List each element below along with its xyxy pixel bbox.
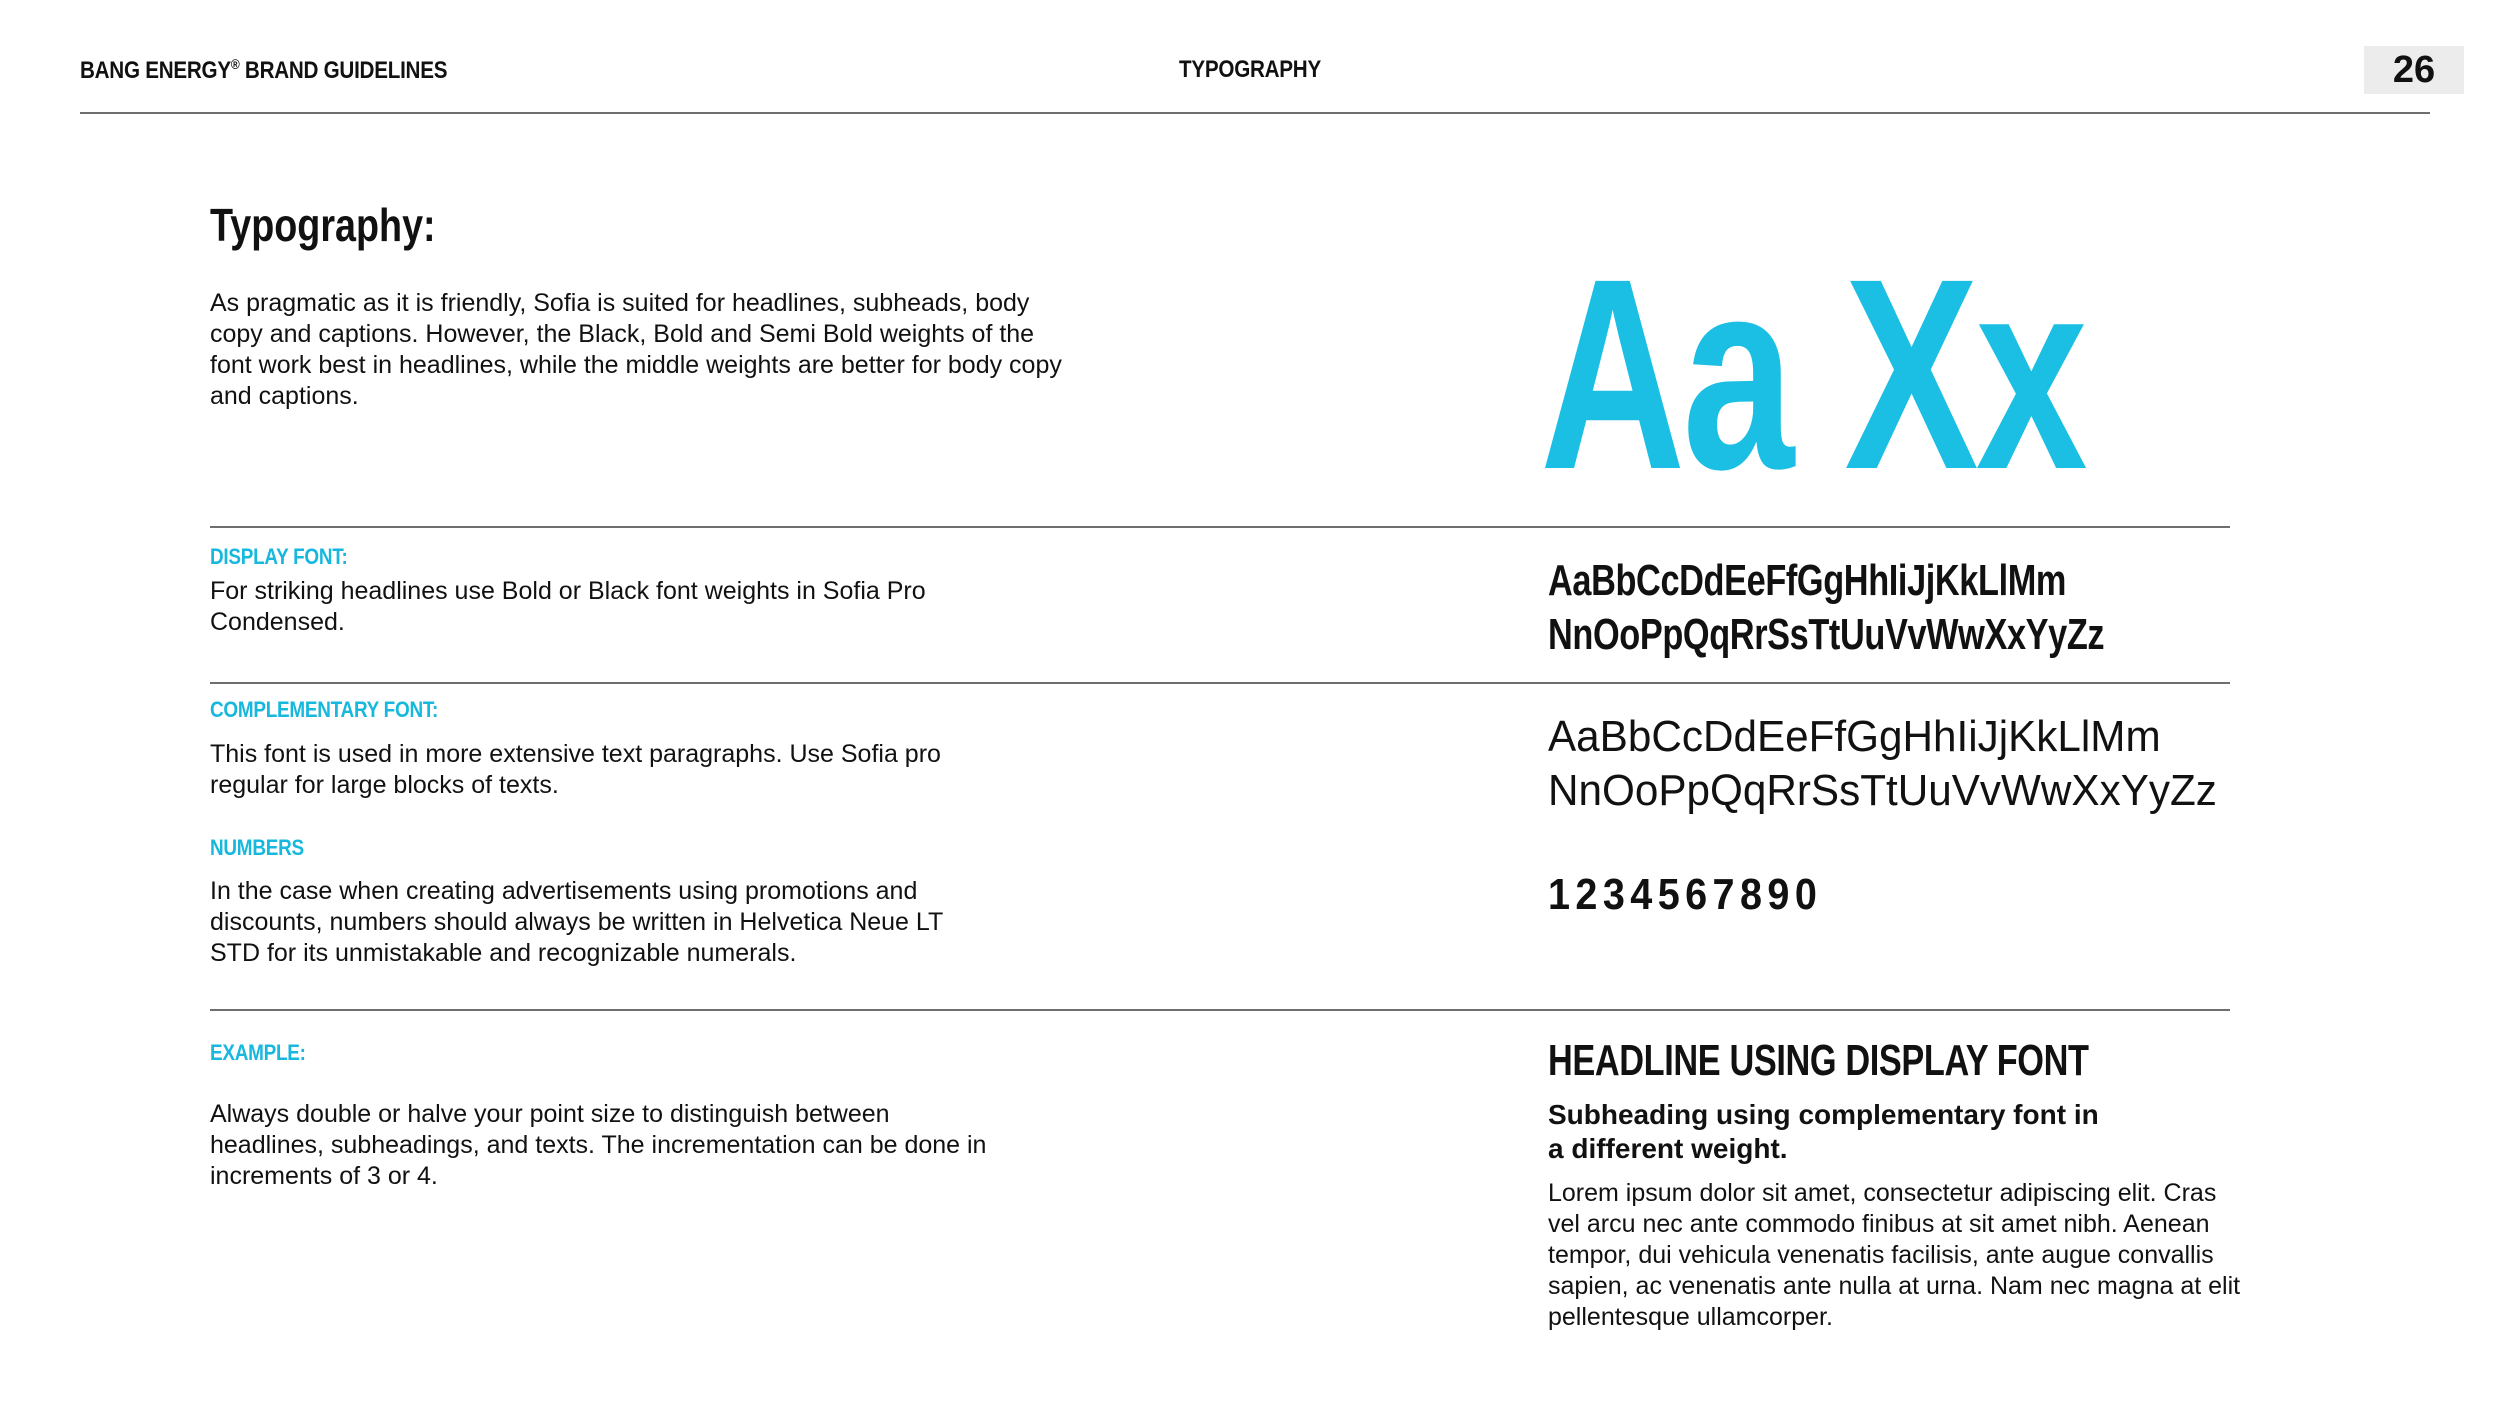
complementary-alphabet-line-2: NnOoPpQqRrSsTtUuVvWwXxYyZz [1548,766,2217,815]
page-title: Typography: [210,199,436,251]
example-headline: HEADLINE USING DISPLAY FONT [1548,1036,2089,1085]
brand-suffix: BRAND GUIDELINES [239,57,448,84]
registered-mark: ® [230,56,240,72]
example-body: Lorem ipsum dolor sit amet, consectetur adipiscing elit. Cras vel arcu nec ante commodo finibus at sit amet nibh. Aenean tempor, dui vehicula venenatis facilisis, ante augue convallis sapien, ac venenatis ante nulla at urna. Nam nec magna at elit pellentesque ullamcorper. [1548,1179,2241,1331]
example-text: Always double or halve your point size to distinguish between headlines, subheadings, and texts. The incrementation can be done in increments of 3 or 4. [210,1100,987,1190]
section-title: TYPOGRAPHY [1179,56,1321,83]
display-alphabet-line-1: AaBbCcDdEeFfGgHhIiJjKkLlMm [1548,556,2067,605]
brand-header [80,56,447,85]
display-font-label: DISPLAY FONT: [210,544,348,569]
example-subheading: Subheading using complementary font in a different weight. [1548,1099,2099,1164]
type-specimen: Aa Xx [1540,222,2085,526]
numerals-specimen: 1234567890 [1548,870,1823,919]
section-divider-1 [210,526,2230,528]
intro-text: As pragmatic as it is friendly, Sofia is suited for headlines, subheads, body copy and captions. However, the Black, Bold and Semi Bold weights of the font work best in headlines, while the middle weights are better for body copy and captions. [210,289,1062,410]
numbers-text: In the case when creating advertisements using promotions and discounts, numbers should always be written in Helvetica Neue LT STD for its unmistakable and recognizable numerals. [210,877,943,967]
display-font-text: For striking headlines use Bold or Black font weights in Sofia Pro Condensed. [210,577,926,636]
complementary-font-label: COMPLEMENTARY FONT: [210,697,439,722]
complementary-font-text: This font is used in more extensive text paragraphs. Use Sofia pro regular for large blocks of texts. [210,740,941,799]
numbers-label: NUMBERS [210,835,304,860]
display-alphabet-line-2: NnOoPpQqRrSsTtUuVvWwXxYyZz [1548,610,2105,659]
section-divider-3 [210,1009,2230,1011]
section-divider-2 [210,682,2230,684]
example-label: EXAMPLE: [210,1040,306,1065]
header-divider [80,112,2430,114]
page-number: 26 [2364,46,2464,94]
complementary-alphabet-line-1: AaBbCcDdEeFfGgHhIiJjKkLlMm [1548,712,2161,761]
brand-name: BANG ENERGY [80,57,231,84]
